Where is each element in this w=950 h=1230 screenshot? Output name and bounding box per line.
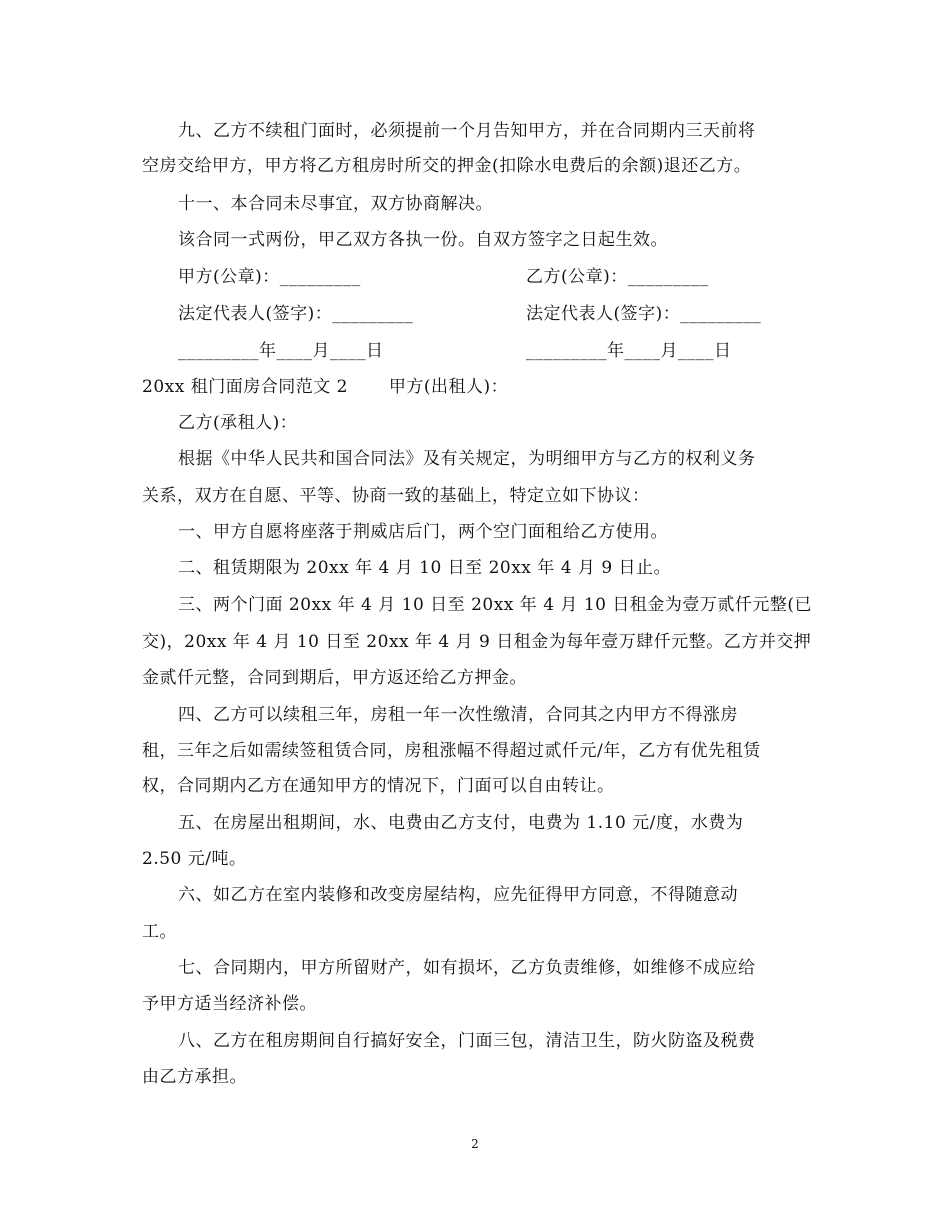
party-b-representative: 法定代表人(签字)：_________	[526, 304, 762, 324]
clause-7-line-2: 予甲方适当经济补偿。	[142, 994, 317, 1014]
party-a-date: _________年____月____日	[178, 341, 384, 361]
party-b-seal: 乙方(公章)：_________	[526, 267, 709, 287]
clause-6-line-1: 六、如乙方在室内装修和改变房屋结构，应先征得甲方同意，不得随意动	[178, 885, 738, 905]
copies-clause: 该合同一式两份，甲乙双方各执一份。自双方签字之日起生效。	[178, 230, 668, 250]
intro-line-2: 关系，双方在自愿、平等、协商一致的基础上，特定立如下协议：	[142, 486, 650, 506]
clause-4-line-2: 租，三年之后如需续签租赁合同，房租涨幅不得超过贰仟元/年，乙方有优先租赁	[142, 741, 761, 761]
clause-9-line-2: 空房交给甲方，甲方将乙方租房时所交的押金(扣除水电费后的余额)退还乙方。	[142, 156, 752, 176]
clause-8-line-1: 八、乙方在租房期间自行搞好安全，门面三包，清洁卫生，防火防盗及税费	[178, 1031, 756, 1051]
clause-5-line-2: 2.50 元/吨。	[142, 849, 247, 869]
contract-2-heading: 20xx 租门面房合同范文 2 甲方(出租人)：	[142, 377, 509, 397]
clause-6-line-2: 工。	[142, 922, 177, 942]
clause-7-line-1: 七、合同期内，甲方所留财产，如有损坏，乙方负责维修，如维修不成应给	[178, 958, 756, 978]
clause-2: 二、租赁期限为 20xx 年 4 月 10 日至 20xx 年 4 月 9 日止。	[178, 558, 672, 578]
clause-3-line-1: 三、两个门面 20xx 年 4 月 10 日至 20xx 年 4 月 10 日租金为壹万贰仟元整(已	[178, 595, 812, 615]
clause-4-line-1: 四、乙方可以续租三年，房租一年一次性缴清，合同其之内甲方不得涨房	[178, 705, 738, 725]
page-number: 2	[471, 1137, 479, 1151]
intro-line-1: 根据《中华人民共和国合同法》及有关规定，为明细甲方与乙方的权利义务	[178, 449, 756, 469]
clause-4-line-3: 权，合同期内乙方在通知甲方的情况下，门面可以自由转让。	[142, 776, 615, 796]
clause-5-line-1: 五、在房屋出租期间，水、电费由乙方支付，电费为 1.10 元/度，水费为	[178, 813, 744, 833]
clause-3-line-3: 金贰仟元整，合同到期后，甲方返还给乙方押金。	[142, 668, 527, 688]
clause-11: 十一、本合同未尽事宜，双方协商解决。	[178, 194, 493, 214]
party-a-representative: 法定代表人(签字)：_________	[178, 304, 414, 324]
clause-8-line-2: 由乙方承担。	[142, 1067, 247, 1087]
party-a-seal: 甲方(公章)：_________	[178, 267, 361, 287]
party-b-date: _________年____月____日	[526, 341, 732, 361]
clause-9-line-1: 九、乙方不续租门面时，必须提前一个月告知甲方，并在合同期内三天前将	[178, 121, 756, 141]
clause-3-line-2: 交)，20xx 年 4 月 10 日至 20xx 年 4 月 9 日租金为每年壹万肆仟元整。乙方并交押	[142, 632, 812, 652]
tenant-label: 乙方(承租人)：	[178, 413, 298, 433]
clause-1: 一、甲方自愿将座落于荆威店后门，两个空门面租给乙方使用。	[178, 522, 668, 542]
